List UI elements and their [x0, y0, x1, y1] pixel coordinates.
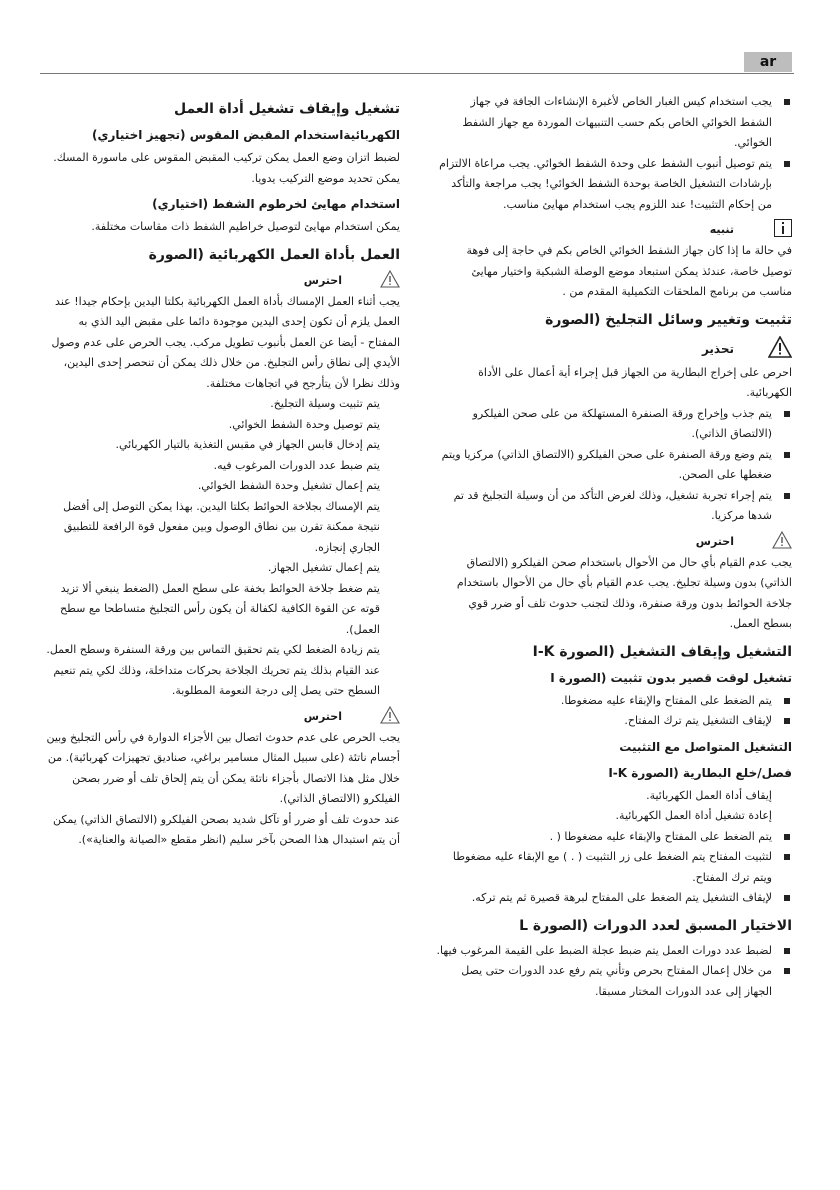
list-item: يتم إجراء تجربة تشغيل، وذلك لغرض التأكد من أن وسيلة التجليخ قد تم شدها مركزيا.	[436, 486, 792, 527]
battery-line: إيقاف أداة العمل الكهربائية.	[646, 788, 772, 802]
list-item: يتم توصيل أنبوب الشفط على وحدة الشفط الخوائي. يجب مراعاة الالتزام بإرشادات التشغيل الخاصة بوحدة الشفط الخوائي! يجب مراجعة والتأكد من إحكام التثبيت! عند اللزوم يجب استخدام مهايئ مناسب.	[436, 154, 792, 216]
warning-label: احترس	[695, 534, 734, 548]
warning-triangle-icon	[768, 336, 792, 366]
list-item: لإيقاف التشغيل يتم الضغط على المفتاح لبرهة قصيرة ثم يتم تركه.	[436, 888, 792, 909]
caution-block	[436, 337, 792, 361]
warning-label: احترس	[303, 709, 342, 723]
section-title: تشغيل وإيقاف تشغيل أداة العمل	[174, 101, 400, 117]
step-item: يتم إعمال تشغيل وحدة الشفط الخوائي.	[197, 479, 380, 492]
info-icon	[774, 219, 792, 243]
header-rule	[40, 73, 794, 74]
onoff-heading: التشغيل وإيقاف التشغيل (الصورة I-K	[532, 643, 792, 660]
warning-block	[436, 533, 792, 551]
list-item: يجب استخدام كيس الغبار الخاص لأغبرة الإنشاءات الجافة في جهاز الشفط الخوائي الخاص بكم حسب التنبيهات الموردة مع جهاز الشفط الخوائي.	[436, 92, 792, 154]
step-item: يتم ضبط عدد الدورات المرغوب فيه.	[213, 458, 380, 472]
left-column	[44, 92, 400, 851]
battery-line: إعادة تشغيل أداة العمل الكهربائية.	[615, 809, 772, 822]
language-tab: ar	[744, 52, 792, 72]
right-column	[436, 92, 792, 1002]
step-item: يتم تثبيت وسيلة التجليخ.	[270, 397, 380, 410]
list-item: يتم جذب وإخراج ورقة الصنفرة المستهلكة من على صحن الفيلكرو (الالتصاق الذاتي).	[436, 404, 792, 445]
step-item: يتم ضغط جلاخة الحوائط بخفة على سطح العمل (الضغط ينبغي ألا تزيد قوته عن القوة الكافية لكفالة أن يكون رأس التجليخ متساطحا مع سطح العمل).	[59, 581, 380, 636]
list-item: يتم الضغط على المفتاح والإبقاء عليه مضغوطا.	[436, 691, 792, 712]
warning-triangle-icon	[772, 531, 792, 555]
work-heading: العمل بأداة العمل الكهربائية (الصورة	[148, 246, 400, 263]
step-item: يتم إدخال قابس الجهاز في مقبس التغذية بالتيار الكهربائي.	[115, 438, 380, 451]
note-text: في حالة ما إذا كان جهاز الشفط الخوائي الخاص بكم في حاجة إلى فوهة توصيل خاصة، عندئذ يمكن استبعاد موضع الوصلة الشبكية واختيار مهايئ مناسب من برنامج الملحقات التكميلية المقدم من .	[466, 244, 792, 298]
list-item: يتم الضغط على المفتاح والإبقاء عليه مضغوطا ( .	[436, 827, 792, 848]
handle-text: لضبط اتزان وضع العمل يمكن تركيب المقبض المقوس على ماسورة المسك. يمكن تحديد موضع التركيب يدويا.	[53, 151, 400, 185]
warning-label: احترس	[303, 273, 342, 287]
step-item: يتم إعمال تشغيل الجهاز.	[267, 561, 380, 574]
warning-triangle-icon	[380, 270, 400, 294]
adapter-text: يمكن استخدام مهايئ لتوصيل خراطيم الشفط ذات مقاسات مختلفة.	[91, 220, 400, 233]
continuous-heading: التشغيل المتواصل مع التثبيت	[619, 739, 792, 754]
short-heading: تشغيل لوقت قصير بدون تثبيت (الصورة I	[550, 670, 792, 685]
warning-text: عند حدوث تلف أو ضرر أو تآكل شديد بصحن الفيلكرو (الالتصاق الذاتي) يمكن أن يتم استبدال هذا الصحن بآخر سليم (انظر مقطع «الصيانة والعناية»).	[52, 812, 400, 846]
note-label: تنبيه	[709, 223, 734, 236]
list-item: يتم وضع ورقة الصنفرة على صحن الفيلكرو (الالتصاق الذاتي) مركزيا ويتم ضغطها على الصحن.	[436, 445, 792, 486]
mount-heading: تثبيت وتغيير وسائل التجليخ (الصورة	[545, 311, 792, 328]
step-item: يتم الإمساك بجلاخة الحوائط بكلتا اليدين. بهذا يمكن التوصل إلى أفضل نتيجة ممكنة تقرن بين نطاق الوصول وبين مفعول قوة الرافعة للتطبيق الجاري إنجازه.	[63, 499, 380, 554]
list-item: لضبط عدد دورات العمل يتم ضبط عجلة الضبط على القيمة المرغوب فيها.	[436, 941, 792, 962]
warning-text: يجب الحرص على عدم حدوث اتصال بين الأجزاء الدوارة في رأس التجليخ وبين أجسام ناتئة (على سبيل المثال مسامير براغي، صناديق تجهيزات كهربائية). من خلال مثل هذا الاتصال بأجزاء ناتئة يمكن أن يتم إلحاق تلف أو ضرر بصحن الفيلكرو (الالتصاق الذاتي).	[46, 730, 400, 805]
warning-block	[44, 708, 400, 726]
warning-block	[44, 272, 400, 290]
warning-text: يجب عدم القيام بأي حال من الأحوال باستخدام صحن الفيلكرو (الالتصاق الذاتي) بدون وسيلة تجليخ. يجب عدم القيام بأي حال من الأحوال باستخدام جلاخة الحوائط بدون ورقة صنفرة، وذلك لتجنب حدوث تلف أو ضرر قوي بسطح العمل.	[456, 555, 792, 630]
step-item: يتم توصيل وحدة الشفط الخوائي.	[228, 417, 380, 431]
list-item: لإيقاف التشغيل يتم ترك المفتاح.	[436, 711, 792, 732]
handle-heading: الكهربائيةاستخدام المقبض المقوس (تجهيز اختياري)	[91, 128, 400, 142]
warning-text: يجب أثناء العمل الإمساك بأداة العمل الكهربائية بكلتا اليدين بإحكام جيدا! عند العمل يلزم أن تكون إحدى اليدين موجودة دائما على مقبض اليد الذي به المفتاح - أيضا عن العمل بأنبوب تطويل مركب. يجب الحرص على عدم وصول الأيدي إلى نطاق رأس التجليخ. من خلال ذلك يمكن أن تنحصر إحدى اليدين، وذلك نظرا لأن يتأرجح في اتجاهات مختلفة.	[51, 294, 400, 390]
list-item: لتثبيت المفتاح يتم الضغط على زر التثبيت ( . ) مع الإبقاء عليه مضغوطا ويتم ترك المفتاح.	[436, 847, 792, 888]
warning-triangle-icon	[380, 706, 400, 730]
note-block	[436, 221, 792, 239]
caution-label: تحذير	[701, 341, 734, 356]
step-item: يتم زيادة الضغط لكي يتم تحقيق التماس بين ورقة السنفرة وسطح العمل. عند القيام بذلك يتم تحريك الجلاخة بحركات متداخلة، وذلك لكي يتم تنعيم السطح حتى يصل إلى درجة النعومة المطلوبة.	[46, 643, 380, 697]
adapter-heading: استخدام مهايئ لخرطوم الشفط (اختياري)	[152, 197, 400, 211]
list-item: من خلال إعمال المفتاح بحرص وتأني يتم رفع عدد الدورات حتى يصل الجهاز إلى عدد الدورات المختار مسبقا.	[436, 961, 792, 1002]
caution-text: احرص على إخراج البطارية من الجهاز قبل إجراء أية أعمال على الأداة الكهربائية.	[478, 365, 792, 399]
battery-heading: فصل/خلع البطارية (الصورة I-K	[608, 765, 792, 780]
speed-heading: الاختيار المسبق لعدد الدورات (الصورة L	[519, 917, 792, 934]
